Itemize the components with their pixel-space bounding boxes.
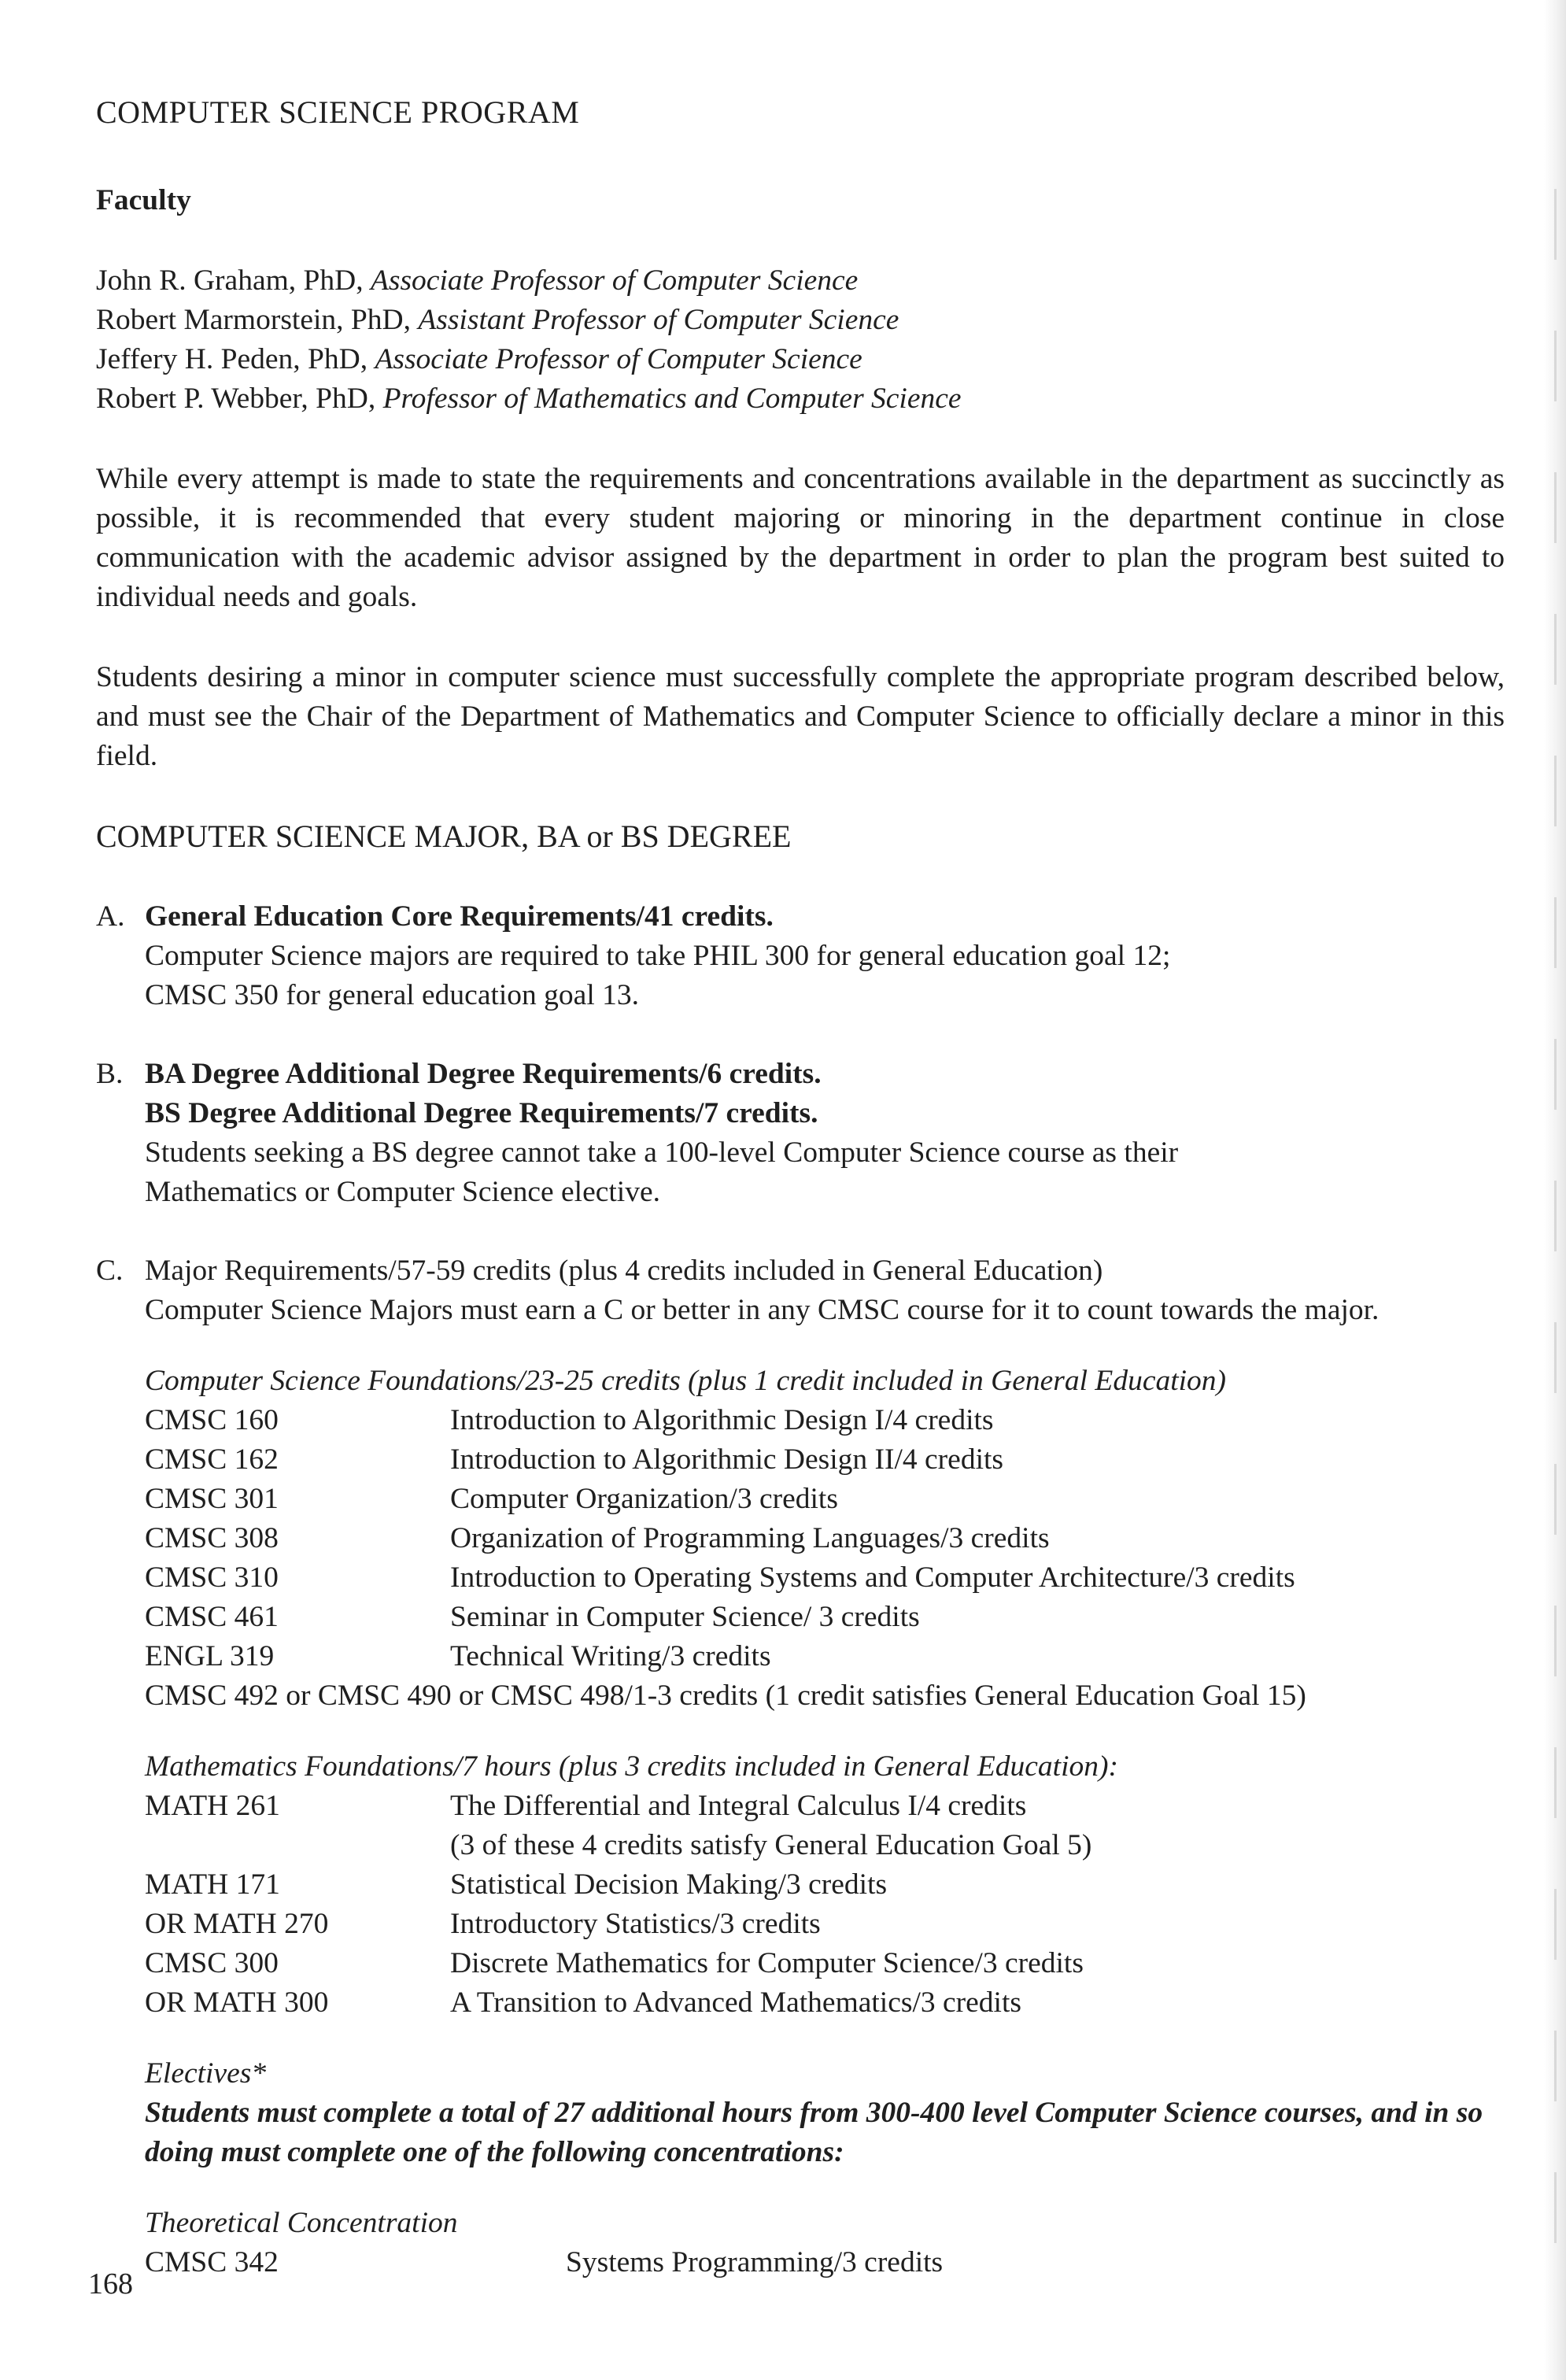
catalog-page xyxy=(96,93,1505,2282)
electives-note: Students must complete a total of 27 additional hours from 300-400 level Computer Science courses, and in so doing must complete one of the following concentrations: xyxy=(145,2097,1483,2168)
course-note: (3 of these 4 credits satisfy General Education Goal 5) xyxy=(450,1829,1092,1861)
course-code: ENGL 319 xyxy=(145,1640,275,1672)
course-description: Technical Writing/3 credits xyxy=(450,1640,771,1672)
page-edge-mark xyxy=(1554,614,1557,685)
course-description: Introduction to Operating Systems and Computer Architecture/3 credits xyxy=(450,1561,1295,1594)
course-description: Statistical Decision Making/3 credits xyxy=(450,1868,888,1901)
requirement-text: Mathematics or Computer Science elective. xyxy=(145,1176,660,1208)
course-description: Organization of Programming Languages/3 credits xyxy=(450,1522,1050,1554)
course-description: Discrete Mathematics for Computer Science/3 credits xyxy=(450,1947,1084,1979)
page-edge-mark xyxy=(1554,472,1557,543)
cs-foundations-section xyxy=(145,1362,1505,1716)
cs-foundations-title: Computer Science Foundations/23-25 credits (plus 1 credit included in General Education) xyxy=(145,1365,1227,1397)
math-foundations-title: Mathematics Foundations/7 hours (plus 3 credits included in General Education): xyxy=(145,1750,1118,1783)
faculty-name: Jeffery H. Peden, PhD, xyxy=(96,343,368,375)
requirement-letter: B. xyxy=(96,1058,124,1090)
course-description: Introduction to Algorithmic Design II/4 credits xyxy=(450,1443,1003,1476)
capstone-requirement: CMSC 492 or CMSC 490 or CMSC 498/1-3 credits (1 credit satisfies General Education Goal 15) xyxy=(145,1680,1306,1712)
faculty-title: Associate Professor of Computer Science xyxy=(370,264,859,297)
faculty-name: Robert P. Webber, PhD, xyxy=(96,382,376,415)
requirement-title: General Education Core Requirements/41 credits. xyxy=(145,900,774,933)
theoretical-concentration-section xyxy=(145,2204,1505,2282)
course-row xyxy=(145,1787,1505,1826)
requirement-title: BS Degree Additional Degree Requirements/7 credits. xyxy=(145,1097,818,1129)
course-description: Computer Organization/3 credits xyxy=(450,1483,838,1515)
page-edge-mark xyxy=(1554,2031,1557,2101)
course-row xyxy=(145,1944,1505,1983)
course-row xyxy=(145,1558,1505,1598)
course-row xyxy=(145,2243,1505,2282)
course-description: The Differential and Integral Calculus I/4 credits xyxy=(450,1790,1027,1822)
page-edge-mark xyxy=(1554,1464,1557,1535)
course-code: OR MATH 300 xyxy=(145,1986,329,2019)
faculty-name: John R. Graham, PhD, xyxy=(96,264,364,297)
requirement-text: CMSC 350 for general education goal 13. xyxy=(145,979,639,1011)
course-description: Systems Programming/3 credits xyxy=(566,2246,944,2278)
page-edge-mark xyxy=(1554,1606,1557,1676)
intro-paragraph-advising: While every attempt is made to state the requirements and concentrations available in the department as succinctly as possible, it is recommended that every student majoring or minoring in the department continue in close communication with the academic advisor assigned by the department in order to plan the program best suited to individual needs and goals. xyxy=(96,463,1505,613)
course-code: MATH 171 xyxy=(145,1868,280,1901)
page-edge-mark xyxy=(1554,1747,1557,1818)
course-code: CMSC 308 xyxy=(145,1522,279,1554)
page-edge-mark xyxy=(1554,2172,1557,2243)
page-edge-mark xyxy=(1554,897,1557,968)
course-row xyxy=(145,1865,1505,1905)
page-edge-mark xyxy=(1554,1181,1557,1251)
course-row xyxy=(145,1637,1505,1676)
course-code: CMSC 160 xyxy=(145,1404,279,1436)
course-code: OR MATH 270 xyxy=(145,1908,329,1940)
requirement-a xyxy=(96,897,1505,1015)
faculty-member xyxy=(96,379,1505,419)
faculty-name: Robert Marmorstein, PhD, xyxy=(96,304,411,336)
course-description: Introduction to Algorithmic Design I/4 credits xyxy=(450,1404,994,1436)
course-row xyxy=(145,1440,1505,1480)
faculty-title: Assistant Professor of Computer Science xyxy=(418,304,899,336)
course-row xyxy=(145,1401,1505,1440)
course-code: CMSC 301 xyxy=(145,1483,279,1515)
requirement-text: Computer Science majors are required to take PHIL 300 for general education goal 12; xyxy=(145,940,1171,972)
page-edge-mark xyxy=(1554,1039,1557,1110)
math-foundations-section xyxy=(145,1747,1505,2023)
course-code: CMSC 342 xyxy=(145,2246,279,2278)
course-code: CMSC 310 xyxy=(145,1561,279,1594)
course-code xyxy=(145,1826,450,1865)
page-edge-mark xyxy=(1554,189,1557,260)
course-description: Introductory Statistics/3 credits xyxy=(450,1908,821,1940)
faculty-title: Professor of Mathematics and Computer Science xyxy=(382,382,962,415)
requirement-title: BA Degree Additional Degree Requirements/6 credits. xyxy=(145,1058,822,1090)
course-row xyxy=(145,1480,1505,1519)
page-edge-mark xyxy=(1554,756,1557,826)
program-title: COMPUTER SCIENCE PROGRAM xyxy=(96,94,580,130)
course-description: Seminar in Computer Science/ 3 credits xyxy=(450,1601,920,1633)
electives-section xyxy=(145,2054,1505,2172)
requirement-text: Students seeking a BS degree cannot take a 100-level Computer Science course as their xyxy=(145,1136,1179,1169)
requirement-c xyxy=(96,1251,1505,1330)
course-code: MATH 261 xyxy=(145,1790,280,1822)
intro-paragraph-minor: Students desiring a minor in computer science must successfully complete the appropriate program described below, and must see the Chair of the Department of Mathematics and Computer Science to officially declare a minor in this field. xyxy=(96,661,1505,772)
page-number: 168 xyxy=(88,2267,133,2301)
requirement-letter: C. xyxy=(96,1255,124,1287)
course-code: CMSC 162 xyxy=(145,1443,279,1476)
page-edge-mark xyxy=(1554,1889,1557,1960)
faculty-title: Associate Professor of Computer Science xyxy=(375,343,862,375)
page-edge-mark xyxy=(1554,1322,1557,1393)
major-heading: COMPUTER SCIENCE MAJOR, BA or BS DEGREE xyxy=(96,819,792,854)
course-note-row xyxy=(145,1826,1505,1865)
faculty-member xyxy=(96,261,1505,301)
page-edge-shadow xyxy=(1544,0,1566,2380)
requirement-letter: A. xyxy=(96,900,125,933)
electives-title: Electives* xyxy=(145,2057,267,2090)
page-edge-mark xyxy=(1554,331,1557,401)
faculty-list xyxy=(96,261,1505,419)
requirement-b xyxy=(96,1055,1505,1212)
course-row xyxy=(145,1983,1505,2023)
course-description: A Transition to Advanced Mathematics/3 credits xyxy=(450,1986,1021,2019)
course-code: CMSC 300 xyxy=(145,1947,279,1979)
theoretical-concentration-title: Theoretical Concentration xyxy=(145,2207,458,2239)
course-row xyxy=(145,1905,1505,1944)
faculty-member xyxy=(96,301,1505,340)
requirement-text: Major Requirements/57-59 credits (plus 4 credits included in General Education) xyxy=(145,1255,1103,1287)
requirement-text: Computer Science Majors must earn a C or better in any CMSC course for it to count towards the major. xyxy=(145,1294,1379,1326)
faculty-member xyxy=(96,340,1505,379)
faculty-heading: Faculty xyxy=(96,184,191,216)
course-row xyxy=(145,1598,1505,1637)
course-code: CMSC 461 xyxy=(145,1601,279,1633)
course-row xyxy=(145,1519,1505,1558)
